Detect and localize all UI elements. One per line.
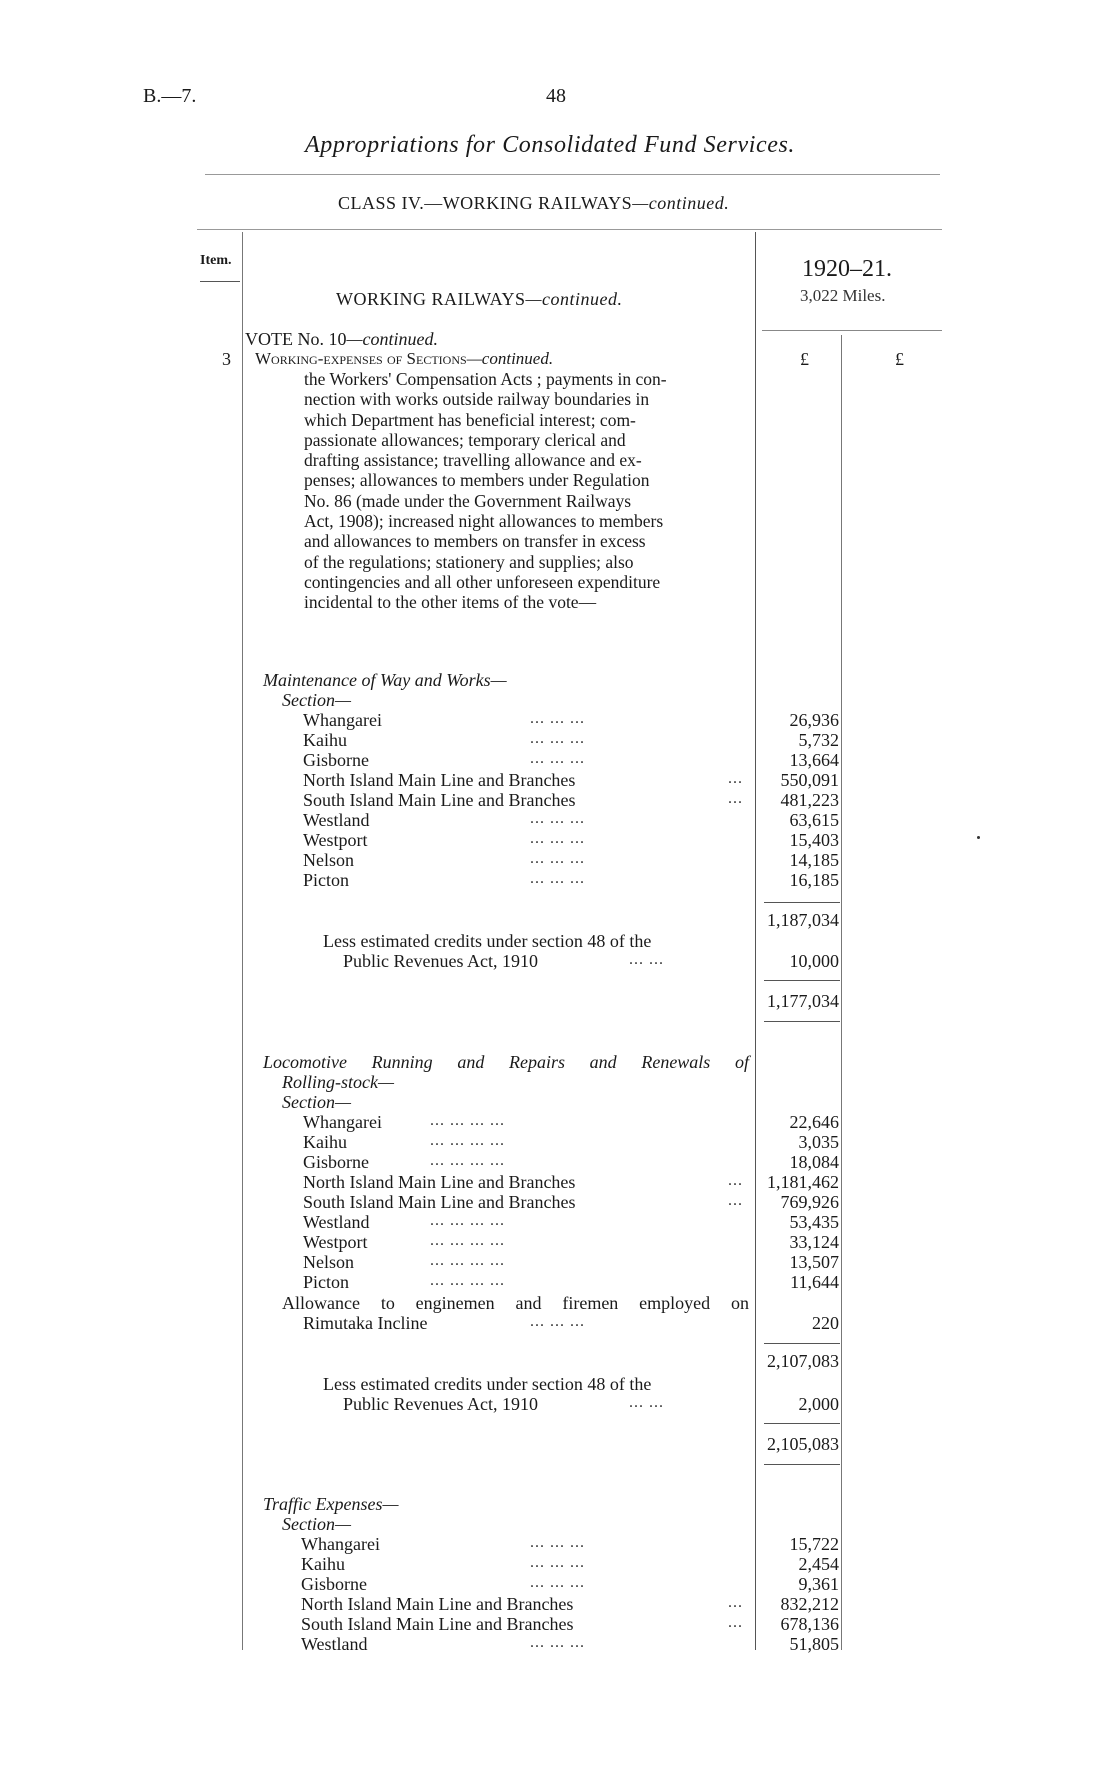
loco-allowance-line1: Allowance to enginemen and firemen employed on [282, 1293, 749, 1313]
loco-row-amount: 3,035 [798, 1132, 839, 1152]
leader-dots: ... ... ... [530, 710, 585, 727]
maint-row-name: Gisborne [303, 750, 369, 770]
loco-net-underline [764, 1464, 840, 1465]
year-header: 1920–21. [802, 256, 892, 282]
traffic-row-amount: 2,454 [798, 1554, 839, 1574]
leader-dots: ... ... ... ... [430, 1252, 505, 1269]
section-title-text: WORKING RAILWAYS [336, 289, 526, 309]
amount-header-rule [762, 330, 942, 331]
class-heading-text: CLASS IV.—WORKING RAILWAYS [338, 193, 633, 213]
traffic-section-label: Section— [282, 1514, 351, 1534]
traffic-heading: Traffic Expenses— [263, 1494, 399, 1514]
traffic-row-amount: 678,136 [780, 1614, 839, 1634]
leader-dots: ... ... ... ... [430, 1152, 505, 1169]
item-number: 3 [222, 349, 231, 369]
document-reference: B.—7. [143, 85, 197, 107]
locomotive-heading-line2: Rolling-stock— [282, 1072, 394, 1092]
maint-row-name: Westland [303, 810, 370, 830]
loco-row-amount: 18,084 [789, 1152, 839, 1172]
amount-column-rule [841, 335, 842, 1650]
scan-speck [977, 836, 980, 839]
loco-credits-line1: Less estimated credits under section 48 of the [323, 1374, 652, 1394]
leader-dots: ... [728, 770, 743, 787]
maint-row-name: Nelson [303, 850, 354, 870]
maint-row-amount: 14,185 [789, 850, 839, 870]
description-line: the Workers' Compensation Acts ; payments in con- [304, 369, 667, 389]
loco-row-name: Kaihu [303, 1132, 347, 1152]
leader-dots: ... ... ... [530, 850, 585, 867]
traffic-row-amount: 9,361 [798, 1574, 839, 1594]
traffic-row-amount: 51,805 [789, 1634, 839, 1654]
maintenance-heading: Maintenance of Way and Works— [263, 670, 507, 690]
loco-row-name: Whangarei [303, 1112, 382, 1132]
loco-subtotal-rule [764, 1343, 840, 1344]
leader-dots: ... ... ... [530, 1534, 585, 1551]
maint-row-amount: 15,403 [789, 830, 839, 850]
description-line: nection with works outside railway boundaries in [304, 389, 650, 410]
loco-subtotal: 2,107,083 [767, 1351, 839, 1371]
loco-row-name: Westland [303, 1212, 370, 1232]
traffic-row-name: Westland [301, 1634, 368, 1654]
leader-dots: ... ... ... [530, 810, 585, 827]
page-number: 48 [546, 85, 566, 107]
vote-suffix: —continued. [346, 329, 438, 349]
maint-net-rule [764, 980, 840, 981]
pound-symbol-1: £ [800, 349, 809, 369]
title-rule [205, 174, 940, 175]
page-title: Appropriations for Consolidated Fund Services. [305, 132, 796, 158]
maintenance-section-label: Section— [282, 690, 351, 710]
traffic-row-name: South Island Main Line and Branches [301, 1614, 574, 1634]
pound-symbol-2: £ [895, 349, 904, 369]
loco-row-amount: 53,435 [789, 1212, 839, 1232]
locomotive-section-label: Section— [282, 1092, 351, 1112]
leader-dots: ... ... ... [530, 1554, 585, 1571]
leader-dots: ... ... ... ... [430, 1132, 505, 1149]
loco-row-name: Picton [303, 1272, 350, 1292]
leader-dots: ... ... [629, 1394, 664, 1411]
maint-row-name: Westport [303, 830, 368, 850]
description-line: which Department has beneficial interest; com- [304, 409, 636, 430]
subvote-suffix: —continued. [466, 349, 554, 368]
leader-dots: ... ... ... [530, 730, 585, 747]
loco-credits-line2: Public Revenues Act, 1910 [343, 1394, 538, 1414]
maint-credits-line2: Public Revenues Act, 1910 [343, 951, 538, 971]
traffic-row-name: Kaihu [301, 1554, 345, 1574]
maint-net-underline [764, 1021, 840, 1022]
loco-row-name: South Island Main Line and Branches [303, 1192, 576, 1212]
class-heading-suffix: —continued. [632, 193, 730, 213]
traffic-row-name: Gisborne [301, 1574, 367, 1594]
subvote-text: Working-expenses of Sections [255, 349, 467, 368]
leader-dots: ... [728, 1172, 743, 1189]
loco-row-amount: 22,646 [789, 1112, 839, 1132]
loco-row-name: Westport [303, 1232, 368, 1252]
description-line: penses; allowances to members under Regulation [304, 470, 650, 491]
description-line: drafting assistance; travelling allowance and ex- [304, 450, 642, 471]
maint-credits-amount: 10,000 [789, 951, 839, 971]
maint-subtotal-rule [764, 902, 840, 903]
loco-row-amount: 1,181,462 [767, 1172, 839, 1192]
traffic-row-amount: 15,722 [789, 1534, 839, 1554]
maint-row-amount: 16,185 [789, 870, 839, 890]
loco-net-total: 2,105,083 [767, 1434, 839, 1454]
section-title-suffix: —continued. [525, 289, 623, 309]
maint-net-total: 1,177,034 [767, 991, 839, 1011]
leader-dots: ... ... ... [530, 1574, 585, 1591]
section-title [336, 289, 623, 310]
maint-credits-line1: Less estimated credits under section 48 of the [323, 931, 652, 951]
vote-heading [245, 329, 438, 349]
item-header-rule [200, 281, 240, 282]
maint-subtotal: 1,187,034 [767, 910, 839, 930]
leader-dots: ... ... ... [530, 870, 585, 887]
leader-dots: ... [728, 1614, 743, 1631]
leader-dots: ... ... ... ... [430, 1112, 505, 1129]
maint-row-amount: 26,936 [789, 710, 839, 730]
maint-row-name: Picton [303, 870, 350, 890]
item-column-rule [242, 232, 243, 1650]
maint-row-name: North Island Main Line and Branches [303, 770, 576, 790]
vote-description [304, 369, 752, 613]
loco-row-amount: 13,507 [789, 1252, 839, 1272]
description-line: and allowances to members on transfer in excess [304, 531, 646, 552]
maint-row-amount: 550,091 [780, 770, 839, 790]
subvote-heading [255, 349, 553, 369]
maint-row-name: Whangarei [303, 710, 382, 730]
traffic-row-name: Whangarei [301, 1534, 380, 1554]
maint-row-name: Kaihu [303, 730, 347, 750]
miles-header: 3,022 Miles. [800, 286, 886, 305]
loco-row-amount: 33,124 [789, 1232, 839, 1252]
item-column-header: Item. [200, 253, 232, 268]
class-heading [338, 193, 729, 214]
loco-row-name: North Island Main Line and Branches [303, 1172, 576, 1192]
description-line: Act, 1908); increased night allowances to members [304, 511, 664, 532]
leader-dots: ... ... ... ... [430, 1272, 505, 1289]
maint-row-amount: 13,664 [789, 750, 839, 770]
loco-allowance-amount: 220 [812, 1313, 839, 1333]
leader-dots: ... [728, 1192, 743, 1209]
locomotive-heading-line1: Locomotive Running and Repairs and Renewals of [263, 1052, 749, 1072]
traffic-row-name: North Island Main Line and Branches [301, 1594, 574, 1614]
description-line: passionate allowances; temporary clerical and [304, 429, 626, 450]
loco-row-amount: 11,644 [790, 1272, 839, 1292]
traffic-row-amount: 832,212 [780, 1594, 839, 1614]
table-top-rule [197, 229, 942, 230]
loco-row-name: Nelson [303, 1252, 354, 1272]
maint-row-name: South Island Main Line and Branches [303, 790, 576, 810]
leader-dots: ... ... [629, 951, 664, 968]
loco-credits-amount: 2,000 [798, 1394, 839, 1414]
maint-row-amount: 5,732 [798, 730, 839, 750]
loco-row-name: Gisborne [303, 1152, 369, 1172]
loco-allowance-line2: Rimutaka Incline [303, 1313, 428, 1333]
description-line: incidental to the other items of the vote— [304, 592, 597, 613]
maint-row-amount: 481,223 [780, 790, 839, 810]
maint-row-amount: 63,615 [789, 810, 839, 830]
leader-dots: ... ... ... [530, 750, 585, 767]
leader-dots: ... ... ... [530, 830, 585, 847]
vote-text: VOTE No. 10 [245, 329, 347, 349]
leader-dots: ... ... ... [530, 1313, 585, 1330]
leader-dots: ... ... ... ... [430, 1212, 505, 1229]
leader-dots: ... ... ... [530, 1634, 585, 1651]
description-line: of the regulations; stationery and supplies; also [304, 551, 634, 572]
description-line: contingencies and all other unforeseen expenditure [304, 571, 661, 592]
loco-net-rule [764, 1423, 840, 1424]
leader-dots: ... [728, 790, 743, 807]
loco-row-amount: 769,926 [780, 1192, 839, 1212]
leader-dots: ... ... ... ... [430, 1232, 505, 1249]
leader-dots: ... [728, 1594, 743, 1611]
description-line: No. 86 (made under the Government Railways [304, 490, 632, 511]
